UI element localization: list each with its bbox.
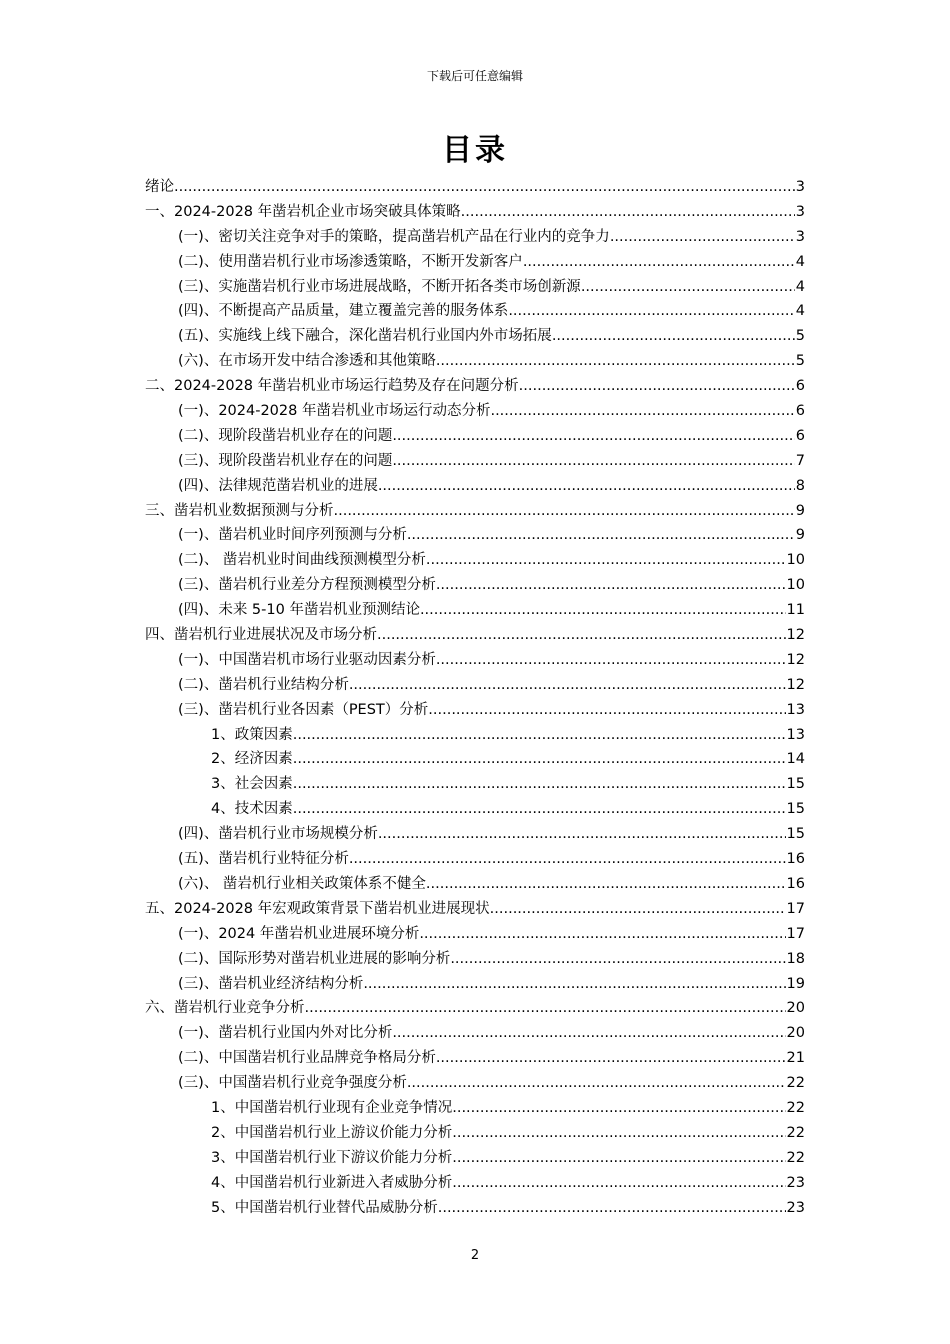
toc-entry-text: 2、中国凿岩机行业上游议价能力分析 [211, 1124, 453, 1141]
toc-entry-text: 一、2024-2028 年凿岩机企业市场突破具体策略 [145, 203, 461, 220]
table-of-contents [145, 175, 805, 1220]
toc-entry-page: 4 [795, 278, 805, 295]
toc-leader-dots [305, 996, 786, 1021]
toc-entry-text: (一)、凿岩机业时间序列预测与分析 [178, 527, 407, 544]
toc-entry-text: (四)、未来 5-10 年凿岩机业预测结论 [178, 602, 420, 619]
toc-entry[interactable] [145, 598, 805, 623]
toc-leader-dots [349, 847, 786, 872]
toc-entry-text: 3、社会因素 [211, 776, 293, 793]
toc-entry[interactable] [145, 648, 805, 673]
toc-entry-page: 19 [786, 975, 805, 992]
toc-leader-dots [523, 250, 795, 275]
toc-entry-page: 17 [786, 900, 805, 917]
toc-entry[interactable] [145, 797, 805, 822]
toc-entry-text: (一)、2024 年凿岩机业进展环境分析 [178, 925, 420, 942]
toc-leader-dots [428, 698, 785, 723]
toc-entry-text: (三)、实施凿岩机行业市场进展战略，不断开拓各类市场创新源 [178, 278, 581, 295]
toc-entry-text: (三)、中国凿岩机行业竞争强度分析 [178, 1075, 407, 1092]
toc-entry-text: (二)、国际形势对凿岩机业进展的影响分析 [178, 950, 451, 967]
toc-entry[interactable] [145, 275, 805, 300]
toc-entry[interactable] [145, 872, 805, 897]
toc-leader-dots [461, 200, 795, 225]
toc-leader-dots [293, 797, 786, 822]
toc-entry[interactable] [145, 1021, 805, 1046]
toc-entry-text: 三、凿岩机业数据预测与分析 [145, 502, 334, 519]
toc-leader-dots [610, 225, 795, 250]
toc-leader-dots [407, 523, 795, 548]
toc-entry[interactable] [145, 374, 805, 399]
toc-entry-page: 3 [795, 203, 805, 220]
toc-leader-dots [450, 947, 785, 972]
toc-leader-dots [392, 449, 794, 474]
toc-entry[interactable] [145, 922, 805, 947]
toc-entry-text: (二)、中国凿岩机行业品牌竞争格局分析 [178, 1050, 436, 1067]
toc-entry-page: 13 [786, 701, 805, 718]
toc-entry[interactable] [145, 972, 805, 997]
toc-entry[interactable] [145, 1096, 805, 1121]
toc-entry[interactable] [145, 250, 805, 275]
toc-entry-text: (四)、凿岩机行业市场规模分析 [178, 826, 378, 843]
toc-entry-text: 1、政策因素 [211, 726, 293, 743]
toc-leader-dots [334, 499, 795, 524]
toc-entry-page: 7 [795, 452, 805, 469]
toc-entry-text: (三)、凿岩机业经济结构分析 [178, 975, 364, 992]
toc-entry-text: 3、中国凿岩机行业下游议价能力分析 [211, 1149, 453, 1166]
toc-entry-text: (一)、凿岩机行业国内外对比分析 [178, 1025, 393, 1042]
toc-entry-text: 绪论 [145, 179, 174, 195]
toc-entry[interactable] [145, 548, 805, 573]
toc-entry-page: 15 [786, 826, 805, 843]
toc-entry-text: (五)、凿岩机行业特征分析 [178, 851, 349, 868]
toc-entry-page: 11 [786, 602, 805, 619]
toc-entry-text: (三)、现阶段凿岩机业存在的问题 [178, 452, 393, 469]
toc-entry-page: 17 [786, 925, 805, 942]
toc-leader-dots [452, 1096, 785, 1121]
toc-entry[interactable] [145, 996, 805, 1021]
toc-leader-dots [293, 772, 786, 797]
toc-entry-text: (二)、现阶段凿岩机业存在的问题 [178, 427, 393, 444]
toc-leader-dots [426, 548, 786, 573]
toc-entry-page: 6 [795, 403, 805, 420]
toc-leader-dots [407, 1071, 786, 1096]
toc-entry-page: 9 [795, 527, 805, 544]
toc-entry-page: 12 [786, 627, 805, 644]
toc-entry[interactable] [145, 299, 805, 324]
toc-entry-page: 16 [786, 851, 805, 868]
toc-entry-text: 5、中国凿岩机行业替代品威胁分析 [211, 1199, 438, 1216]
toc-leader-dots [378, 474, 795, 499]
toc-entry-text: (二)、 凿岩机业时间曲线预测模型分析 [178, 552, 426, 569]
toc-entry[interactable] [145, 1046, 805, 1071]
toc-entry[interactable] [145, 947, 805, 972]
toc-entry[interactable] [145, 623, 805, 648]
toc-leader-dots [377, 623, 786, 648]
toc-entry-page: 4 [795, 253, 805, 270]
toc-entry-text: 五、2024-2028 年宏观政策背景下凿岩机业进展现状 [145, 900, 490, 917]
toc-leader-dots [581, 275, 795, 300]
toc-leader-dots [490, 897, 786, 922]
toc-entry-page: 23 [786, 1199, 805, 1216]
toc-entry-page: 6 [795, 378, 805, 395]
toc-entry-page: 4 [795, 303, 805, 320]
toc-entry[interactable] [145, 772, 805, 797]
toc-leader-dots [174, 175, 795, 200]
toc-leader-dots [378, 822, 786, 847]
toc-entry[interactable] [145, 1146, 805, 1171]
toc-entry[interactable] [145, 573, 805, 598]
toc-entry[interactable] [145, 698, 805, 723]
toc-entry-page: 3 [795, 228, 805, 245]
toc-entry[interactable] [145, 723, 805, 748]
toc-leader-dots [426, 872, 786, 897]
toc-leader-dots [452, 1121, 785, 1146]
toc-entry-text: (六)、在市场开发中结合渗透和其他策略 [178, 353, 436, 370]
toc-entry-text: 四、凿岩机行业进展状况及市场分析 [145, 627, 377, 644]
toc-entry-page: 14 [786, 751, 805, 768]
toc-entry-page: 22 [786, 1099, 805, 1116]
toc-leader-dots [419, 922, 785, 947]
toc-leader-dots [436, 349, 795, 374]
toc-leader-dots [552, 324, 795, 349]
toc-entry[interactable] [145, 897, 805, 922]
toc-entry[interactable] [145, 324, 805, 349]
toc-entry[interactable] [145, 1171, 805, 1196]
toc-entry-text: (四)、法律规范凿岩机业的进展 [178, 477, 378, 494]
toc-entry-page: 15 [786, 776, 805, 793]
toc-entry[interactable] [145, 1196, 805, 1221]
toc-entry-text: (二)、使用凿岩机行业市场渗透策略，不断开发新客户 [178, 253, 523, 270]
toc-entry[interactable] [145, 747, 805, 772]
toc-entry-page: 22 [786, 1149, 805, 1166]
toc-entry[interactable] [145, 1121, 805, 1146]
toc-entry[interactable] [145, 822, 805, 847]
toc-leader-dots [438, 1196, 786, 1221]
toc-entry-text: 六、凿岩机行业竞争分析 [145, 1000, 305, 1017]
toc-entry-text: 4、技术因素 [211, 801, 293, 818]
toc-entry-page: 12 [786, 651, 805, 668]
toc-entry-text: (三)、凿岩机行业各因素（PEST）分析 [178, 701, 429, 718]
toc-entry-text: 4、中国凿岩机行业新进入者威胁分析 [211, 1174, 453, 1191]
toc-leader-dots [508, 299, 794, 324]
toc-entry[interactable] [145, 449, 805, 474]
toc-leader-dots [452, 1171, 785, 1196]
toc-leader-dots [519, 374, 795, 399]
toc-entry[interactable] [145, 349, 805, 374]
toc-entry-text: 1、中国凿岩机行业现有企业竞争情况 [211, 1099, 453, 1116]
toc-entry-text: (四)、不断提高产品质量，建立覆盖完善的服务体系 [178, 303, 509, 320]
toc-entry-page: 12 [786, 676, 805, 693]
toc-leader-dots [436, 648, 786, 673]
toc-entry-page: 15 [786, 801, 805, 818]
toc-entry-page: 6 [795, 427, 805, 444]
toc-entry-page: 13 [786, 726, 805, 743]
toc-leader-dots [363, 972, 785, 997]
toc-entry[interactable] [145, 399, 805, 424]
toc-entry[interactable] [145, 673, 805, 698]
toc-entry-text: (二)、凿岩机行业结构分析 [178, 676, 349, 693]
toc-leader-dots [293, 747, 786, 772]
toc-entry-text: (一)、密切关注竞争对手的策略，提高凿岩机产品在行业内的竞争力 [178, 228, 610, 245]
toc-entry-page: 18 [786, 950, 805, 967]
toc-entry-text: (一)、中国凿岩机市场行业驱动因素分析 [178, 651, 436, 668]
toc-entry-page: 5 [795, 353, 805, 370]
toc-entry[interactable] [145, 847, 805, 872]
toc-entry-text: 二、2024-2028 年凿岩机业市场运行趋势及存在问题分析 [145, 378, 519, 395]
toc-leader-dots [293, 723, 786, 748]
toc-entry-page: 23 [786, 1174, 805, 1191]
toc-leader-dots [392, 424, 794, 449]
toc-entry[interactable] [145, 175, 805, 200]
toc-entry-page: 5 [795, 328, 805, 345]
toc-entry-page: 10 [786, 577, 805, 594]
toc-entry-page: 10 [786, 552, 805, 569]
toc-entry-page: 20 [786, 1025, 805, 1042]
toc-entry[interactable] [145, 499, 805, 524]
toc-entry-page: 9 [795, 502, 805, 519]
toc-leader-dots [436, 1046, 786, 1071]
toc-entry-text: 2、经济因素 [211, 751, 293, 768]
toc-entry[interactable] [145, 523, 805, 548]
toc-entry-text: (六)、 凿岩机行业相关政策体系不健全 [178, 875, 426, 892]
toc-entry-page: 8 [795, 477, 805, 494]
toc-leader-dots [452, 1146, 785, 1171]
toc-entry-text: (一)、2024-2028 年凿岩机业市场运行动态分析 [178, 403, 491, 420]
toc-entry-page: 20 [786, 1000, 805, 1017]
toc-entry[interactable] [145, 200, 805, 225]
toc-entry-page: 21 [786, 1050, 805, 1067]
toc-leader-dots [349, 673, 786, 698]
toc-leader-dots [436, 573, 786, 598]
toc-leader-dots [392, 1021, 785, 1046]
toc-leader-dots [420, 598, 786, 623]
toc-entry-page: 16 [786, 875, 805, 892]
toc-entry-page: 22 [786, 1124, 805, 1141]
toc-entry-text: (五)、实施线上线下融合，深化凿岩机行业国内外市场拓展 [178, 328, 552, 345]
page-number: 2 [470, 1248, 480, 1263]
toc-entry-text: (三)、凿岩机行业差分方程预测模型分析 [178, 577, 436, 594]
toc-entry[interactable] [145, 474, 805, 499]
toc-entry-page: 22 [786, 1075, 805, 1092]
toc-entry[interactable] [145, 1071, 805, 1096]
toc-entry-page: 3 [795, 179, 805, 195]
toc-entry[interactable] [145, 225, 805, 250]
toc-leader-dots [490, 399, 794, 424]
toc-title: 目录 [442, 133, 508, 168]
toc-entry[interactable] [145, 424, 805, 449]
page-header: 下载后可任意编辑 [426, 69, 523, 83]
